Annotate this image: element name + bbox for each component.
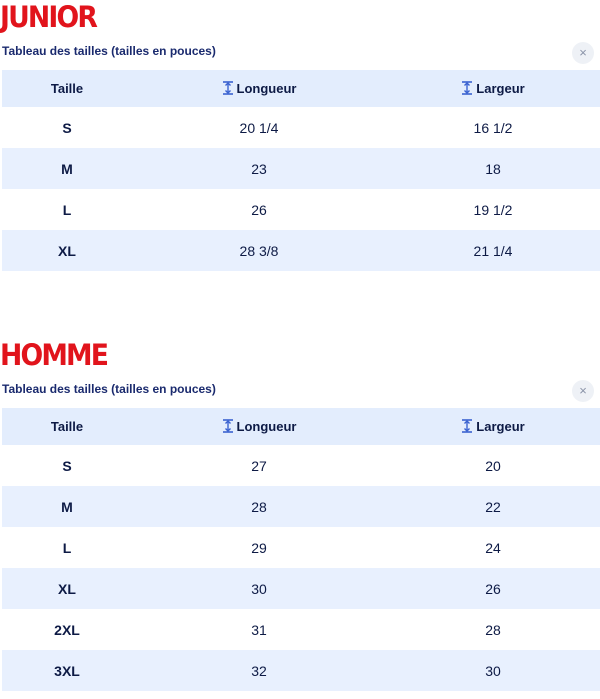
homme-title: HOMME (0, 338, 108, 372)
cell-width: 18 (386, 148, 600, 189)
cell-length: 27 (251, 457, 267, 474)
close-icon[interactable]: × (572, 42, 594, 64)
close-icon[interactable]: × (572, 380, 594, 402)
cell-size: M (2, 486, 132, 527)
measure-height-icon (222, 81, 234, 95)
cell-length: 23 (132, 148, 386, 189)
cell-width: 28 (485, 621, 501, 638)
table-row (2, 107, 600, 148)
cell-length: 26 (251, 201, 267, 218)
junior-section (0, 0, 600, 271)
cell-length: 28 3/8 (132, 230, 386, 271)
cell-width: 21 1/4 (386, 230, 600, 271)
cell-length: 30 (132, 568, 386, 609)
cell-width: 16 1/2 (473, 119, 513, 136)
table-header-row (2, 408, 600, 445)
cell-length: 29 (251, 539, 267, 556)
header-length-label: Longueur (236, 81, 297, 96)
header-length-label: Longueur (236, 419, 297, 434)
cell-length: 20 1/4 (239, 119, 279, 136)
cell-width: 19 1/2 (473, 201, 513, 218)
homme-subtitle: Tableau des tailles (tailles en pouces) (2, 382, 216, 396)
cell-size: XL (2, 230, 132, 271)
cell-width: 24 (485, 539, 501, 556)
table-row (2, 609, 600, 650)
table-header-row (2, 70, 600, 107)
homme-subtitle-row (0, 372, 600, 408)
header-width-label: Largeur (476, 419, 525, 434)
table-row (2, 650, 600, 691)
header-length (132, 70, 386, 107)
cell-length: 28 (132, 486, 386, 527)
cell-width: 20 (485, 457, 501, 474)
cell-size: L (62, 539, 72, 556)
table-row (2, 230, 600, 271)
cell-width: 22 (386, 486, 600, 527)
measure-height-icon (461, 419, 473, 433)
measure-height-icon (461, 81, 473, 95)
cell-width: 26 (386, 568, 600, 609)
cell-size: S (62, 119, 72, 136)
table-row (2, 189, 600, 230)
table-row (2, 445, 600, 486)
junior-subtitle-row (0, 34, 600, 70)
table-row (2, 568, 600, 609)
header-width (386, 70, 600, 107)
homme-size-table (2, 408, 600, 691)
measure-height-icon (222, 419, 234, 433)
cell-size: 3XL (2, 650, 132, 691)
cell-length: 32 (132, 650, 386, 691)
table-row (2, 486, 600, 527)
header-length (132, 408, 386, 445)
junior-subtitle: Tableau des tailles (tailles en pouces) (2, 44, 216, 58)
table-row (2, 148, 600, 189)
cell-size: M (2, 148, 132, 189)
junior-size-table (2, 70, 600, 271)
cell-size: 2XL (54, 621, 80, 638)
header-size: Taille (2, 70, 132, 107)
cell-size: S (62, 457, 72, 474)
cell-length: 31 (251, 621, 267, 638)
homme-section (0, 338, 600, 691)
header-size: Taille (2, 408, 132, 445)
table-row (2, 527, 600, 568)
header-width (386, 408, 600, 445)
header-width-label: Largeur (476, 81, 525, 96)
cell-width: 30 (386, 650, 600, 691)
cell-size: L (62, 201, 72, 218)
junior-title: JUNIOR (0, 0, 97, 34)
cell-size: XL (2, 568, 132, 609)
